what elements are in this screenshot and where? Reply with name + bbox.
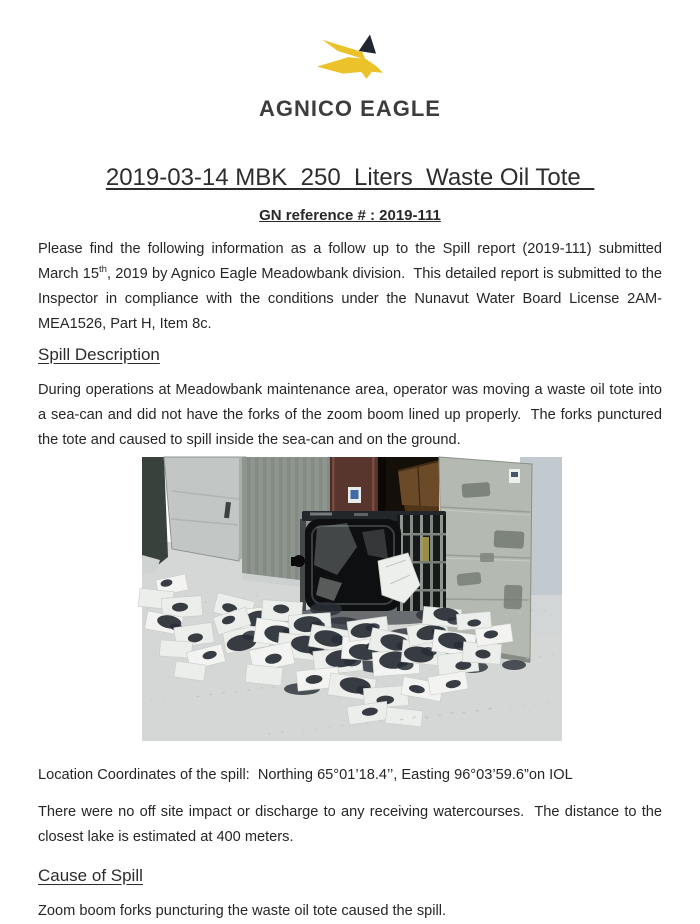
- intro-text-post: , 2019 by Agnico Eagle Meadowbank division. This detailed report is submitted to the Inspector in compliance with the conditions under the Nunavut Water Board License 2AM-MEA1526, Part H, Item 8c.: [38, 266, 662, 332]
- impact-paragraph: There were no off site impact or discharge to any receiving watercourses. The distance to the closest lake is estimated at 400 meters.: [38, 804, 662, 845]
- spill-photo-frame: [142, 457, 562, 741]
- cause-of-spill-heading: Cause of Spill: [38, 866, 143, 885]
- spill-description-heading: Spill Description: [38, 345, 160, 364]
- absorbent-pad: [422, 606, 462, 628]
- open-white-door: [164, 457, 246, 561]
- intro-text-pre: Please find the following information as a follow up to the Spill report (2019-111) submitted March 15: [38, 241, 662, 282]
- brand-name: AGNICO EAGLE: [259, 96, 441, 121]
- spill-description-paragraph: During operations at Meadowbank maintenance area, operator was moving a waste oil tote into a sea-can and did not have the forks of the zoom boom lined up properly. The forks punctured the tote and caused to spill inside the sea-can and on the ground.: [38, 382, 662, 448]
- document-title: 2019-03-14 MBK_250_Liters_Waste Oil Tote_: [105, 164, 595, 191]
- logo-block: [38, 33, 662, 122]
- intro-ordinal-suffix: th: [99, 264, 107, 276]
- absorbent-pad: [456, 612, 491, 631]
- absorbent-pad: [245, 664, 283, 686]
- location-coordinates-line: Location Coordinates of the spill: Northing 65°01’18.4’’, Easting 96°03’59.6”on IOL: [38, 767, 573, 783]
- intro-paragraph: [38, 237, 662, 337]
- spill-photo: [142, 457, 562, 741]
- absorbent-pad: [385, 707, 422, 727]
- gn-reference: GN reference # : 2019-111: [259, 207, 441, 224]
- cause-paragraph: Zoom boom forks puncturing the waste oil tote caused the spill.: [38, 903, 447, 919]
- eagle-logo-icon: [317, 33, 383, 83]
- left-container-edge: [142, 457, 168, 575]
